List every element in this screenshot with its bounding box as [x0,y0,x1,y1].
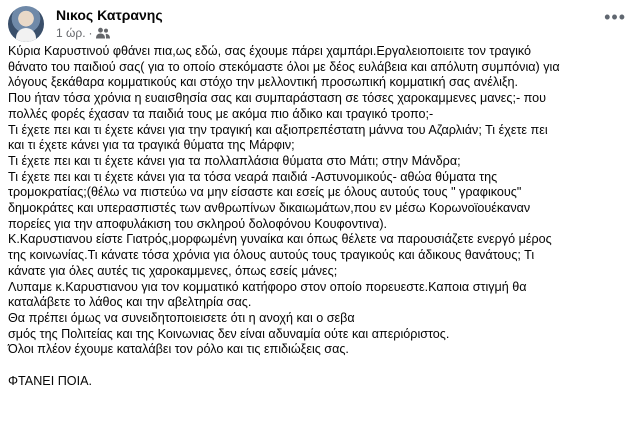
post-time[interactable]: 1 ώρ. [56,26,86,40]
post-line: καταλάβετε το λάθος και την αβελτηρία σας. [8,295,252,310]
post-line: Κ.Καρυστιανου είστε Γιατρός,μορφωμένη γυναίκα και όπως θέλετε να παρουσιάζετε ενεργό μέρος [8,232,552,247]
author-avatar[interactable] [8,6,44,42]
post-line: Τι έχετε πει και τι έχετε κάνει για τα τόσα νεαρά παιδιά -Αστυνομικούς- αθώα θύματα της [8,169,498,184]
post-line: κάνατε για όλες αυτές τις χαροκαμμενες, όπως εσείς μάνες; [8,263,338,278]
post-text [8,44,632,389]
post-line: θάνατο του παιδιού σας( για το οποίο στεκόμαστε όλοι με δέος ευλάβεια και απόλυτη συμπόνια) για [8,59,560,74]
post-line: πορείες για την αποφυλάκιση του σκληρού δολοφόνου Κουφοντινα). [8,216,388,231]
post-line: πολλές φορές έχασαν τα παιδιά τους με ακόμα πιο άδικο και τραγικό τροπο;- [8,106,434,121]
post-line: Τι έχετε πει και τι έχετε κάνει για την τραγική και αξιοπρεπέστατη μάννα του Αζαρλιάν; Τι έχετε πει [8,122,548,137]
post-line: Κύρια Καρυστινού φθάνει πια,ως εδώ, σας έχουμε πάρει χαμπάρι.Εργαλειοποιειτε τον τραγικό [8,44,532,58]
post-line: Θα πρέπει όμως να συνειδητοποιεισετε ότι η ανοχή και ο σεβα [8,310,355,325]
post-line: της κοινωνίας.Τι κάνατε τόσα χρόνια για όλους αυτούς τους τραγικούς και άδικους θανάτους; Τι [8,248,535,263]
post-line: Τι έχετε πει και τι έχετε κάνει για τα πολλαπλάσια θύματα στο Μάτι; στην Μάνδρα; [8,153,461,168]
post-line: λόγους ξεκάθαρα κομματικούς και στόχο την μελλοντική προσωπική κομματική σας ανέλιξη. [8,75,519,90]
post-closing: ΦΤΑΝΕΙ ΠΟΙΑ. [8,373,92,388]
more-dots-icon[interactable]: ••• [604,7,626,27]
post-meta [56,26,110,40]
meta-separator: · [88,26,93,40]
paragraph-gap [8,358,632,374]
post-line: τρομοκρατίας;(θέλω να πιστεύω να μην είσαστε και εσείς με όλους αυτούς τους " γραφικους" [8,185,522,200]
post-line: Όλοι πλέον έχουμε καταλάβει τον ρόλο και τις επιδιώξεις σας. [8,342,349,357]
author-name[interactable]: Νικος Κατρανης [56,7,163,23]
post-line: σμός της Πολιτείας και της Κοινωνιας δεν είναι αδυναμία ούτε και απεριόριστος. [8,326,450,341]
post-line: Λυπαμε κ.Καρυστιανου για τον κομματικό κατήφορο στον οποίο πορευεστε.Καποια στιγμή θα [8,279,527,294]
post-line: Που ήταν τόσα χρόνια η ευαισθησία σας και συμπαράσταση σε τόσες χαροκαμμενες μανες;- που [8,91,547,106]
post-header [8,6,632,44]
post-line: και τι έχετε κάνει για τα τραγικά θύματα της Μάρφιν; [8,138,295,153]
post-line: δημοκράτες και υπερασπιστές των ανθρωπίνων δικαιωμάτων,που εν μέσω Κορωνοϊουέκαναν [8,201,531,216]
friends-icon[interactable] [96,27,110,39]
